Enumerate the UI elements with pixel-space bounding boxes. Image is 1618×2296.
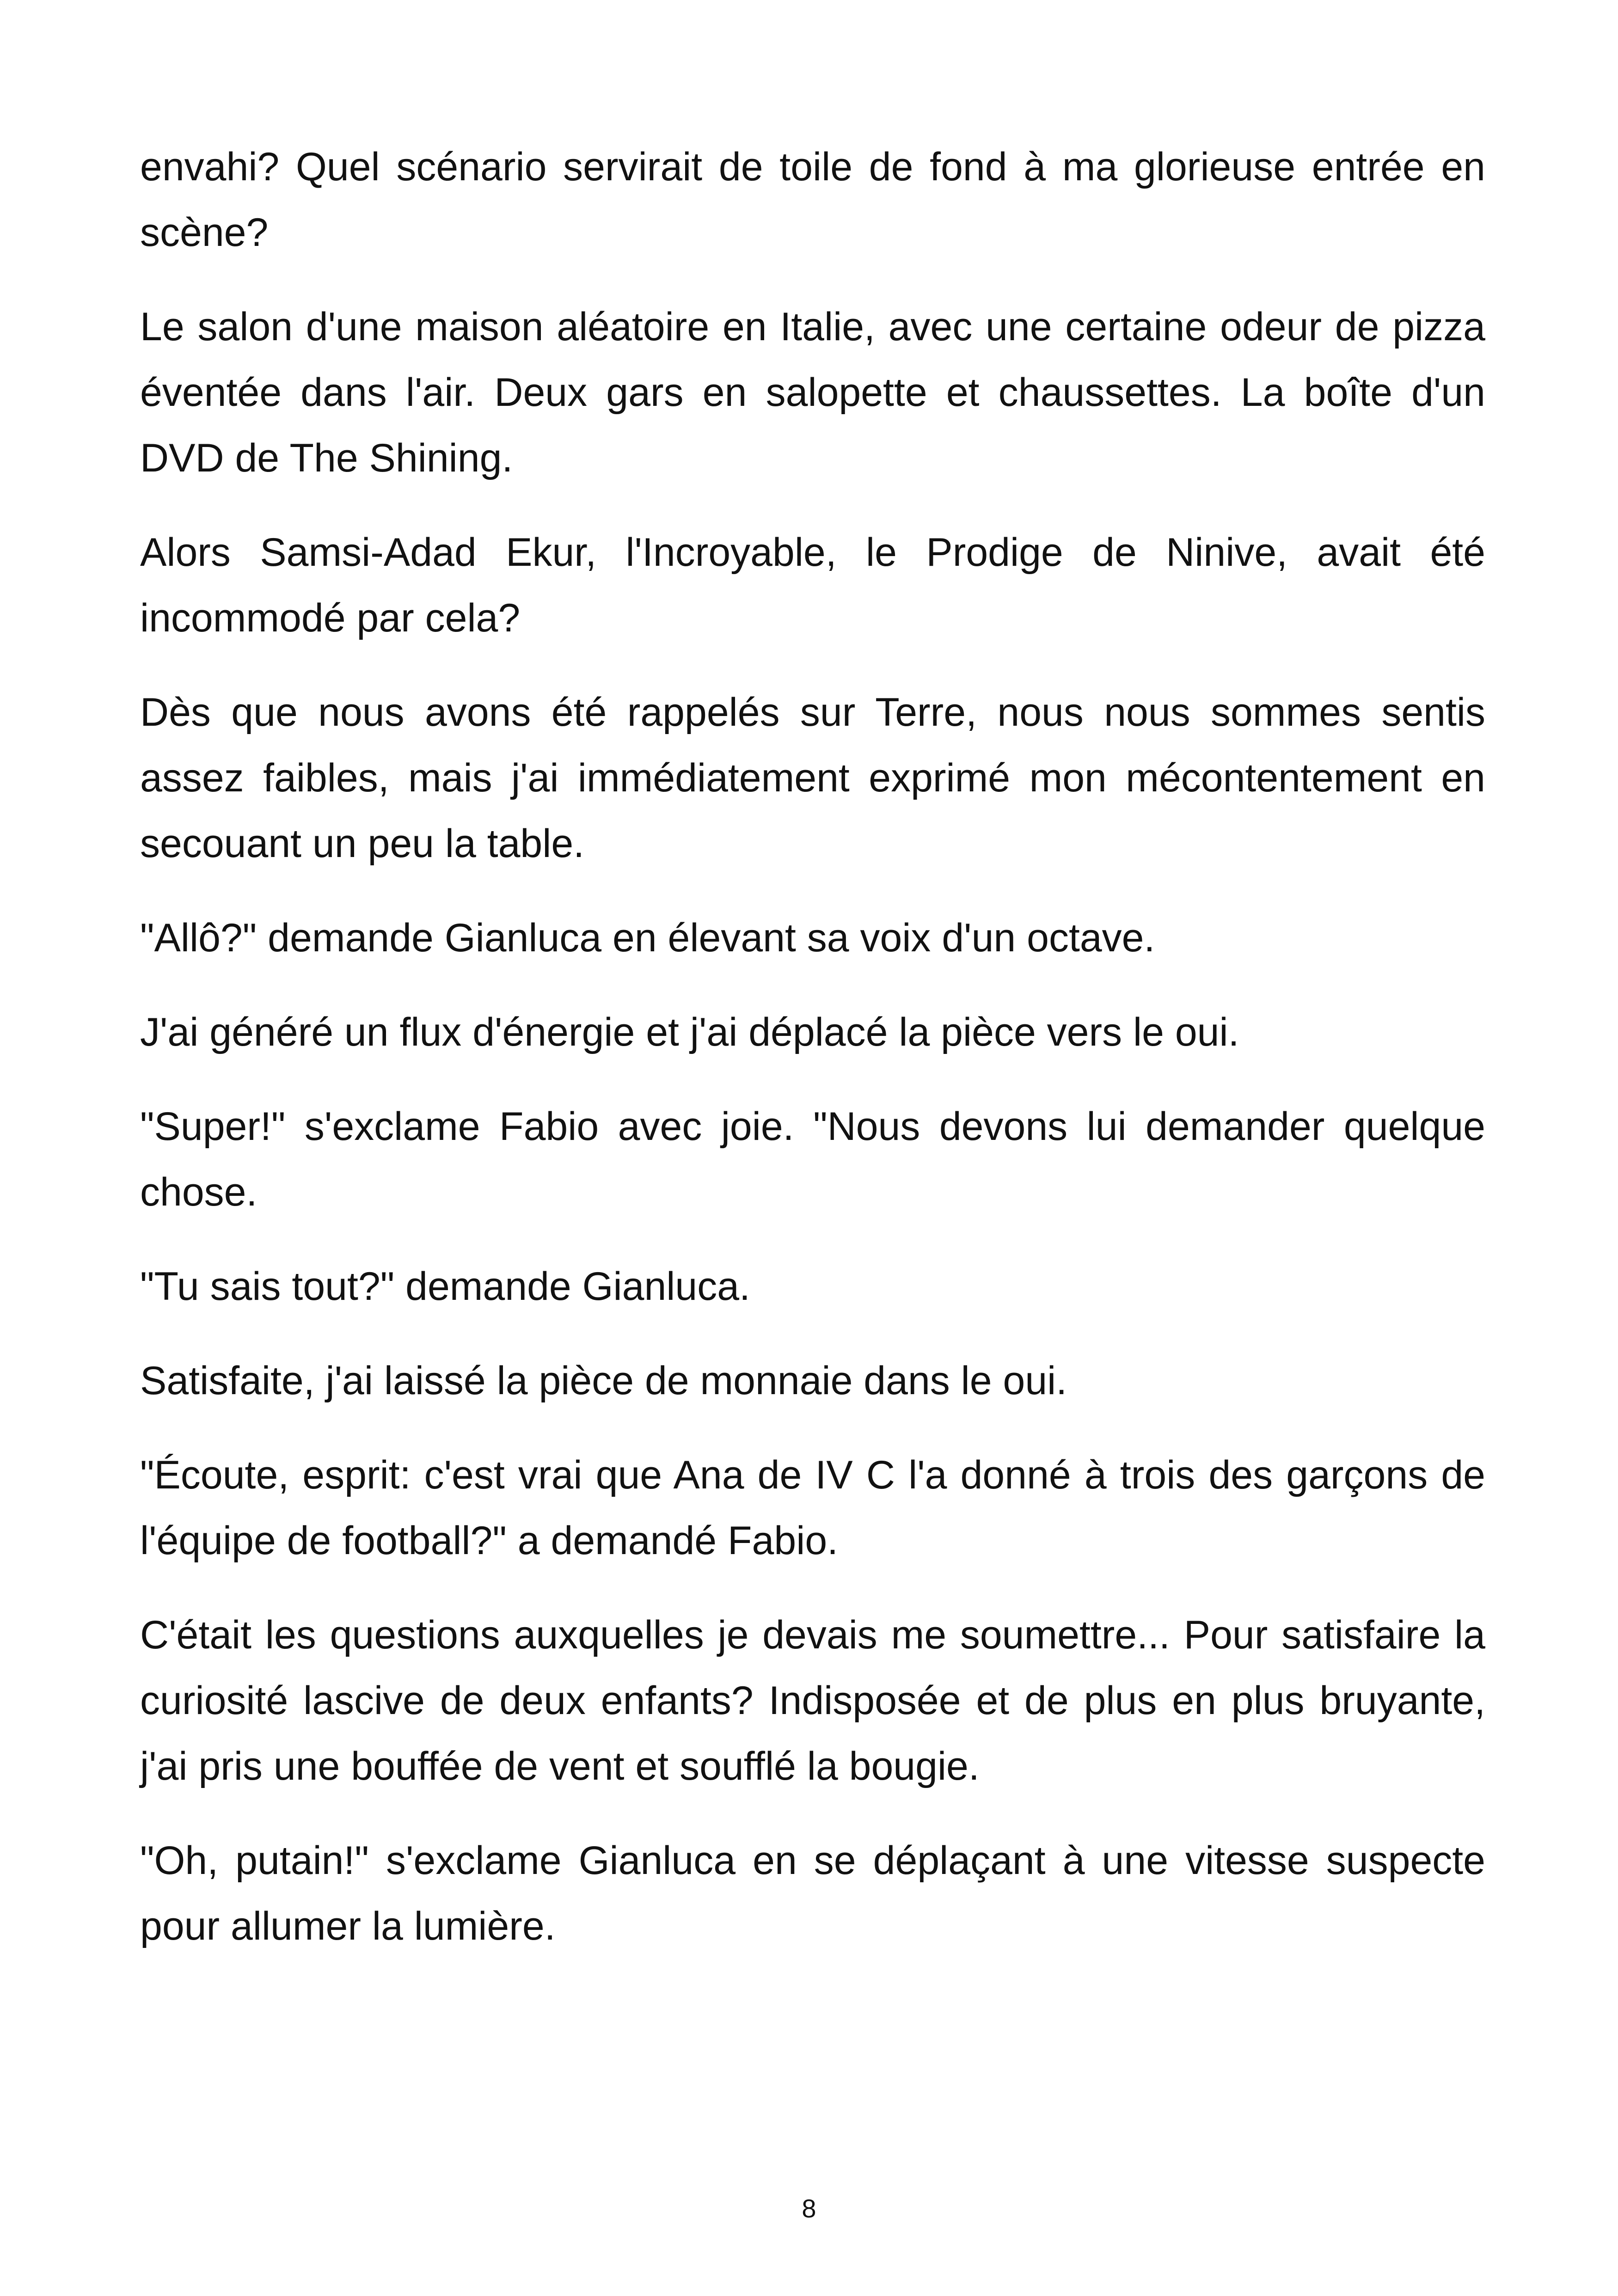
paragraph: "Écoute, esprit: c'est vrai que Ana de IV C l'a donné à trois des garçons de l'équipe de football?" a demandé Fabio. (140, 1453, 1485, 1563)
body-text (140, 134, 1485, 1988)
paragraph: C'était les questions auxquelles je devais me soumettre... Pour satisfaire la curiosité lascive de deux enfants? Indisposée et de plus en plus bruyante, j'ai pris une bouffée de vent et soufflé la bougie. (140, 1613, 1485, 1788)
paragraph: "Allô?" demande Gianluca en élevant sa voix d'un octave. (140, 916, 1155, 960)
paragraph: envahi? Quel scénario servirait de toile de fond à ma glorieuse entrée en scène? (140, 145, 1485, 255)
paragraph: Le salon d'une maison aléatoire en Italie, avec une certaine odeur de pizza éventée dans l'air. Deux gars en salopette et chaussettes. La boîte d'un DVD de The Shining. (140, 305, 1485, 480)
paragraph: Dès que nous avons été rappelés sur Terre, nous nous sommes sentis assez faibles, mais j'ai immédiatement exprimé mon mécontentement en secouant un peu la table. (140, 690, 1485, 866)
paragraph: "Super!" s'exclame Fabio avec joie. "Nous devons lui demander quelque chose. (140, 1104, 1485, 1214)
page-number: 8 (802, 2194, 816, 2223)
paragraph: "Tu sais tout?" demande Gianluca. (140, 1264, 750, 1309)
paragraph: J'ai généré un flux d'énergie et j'ai déplacé la pièce vers le oui. (140, 1010, 1239, 1054)
paragraph: Satisfaite, j'ai laissé la pièce de monnaie dans le oui. (140, 1359, 1067, 1403)
paragraph: Alors Samsi-Adad Ekur, l'Incroyable, le Prodige de Ninive, avait été incommodé par cela? (140, 530, 1485, 640)
paragraph: "Oh, putain!" s'exclame Gianluca en se déplaçant à une vitesse suspecte pour allumer la lumière. (140, 1838, 1485, 1948)
